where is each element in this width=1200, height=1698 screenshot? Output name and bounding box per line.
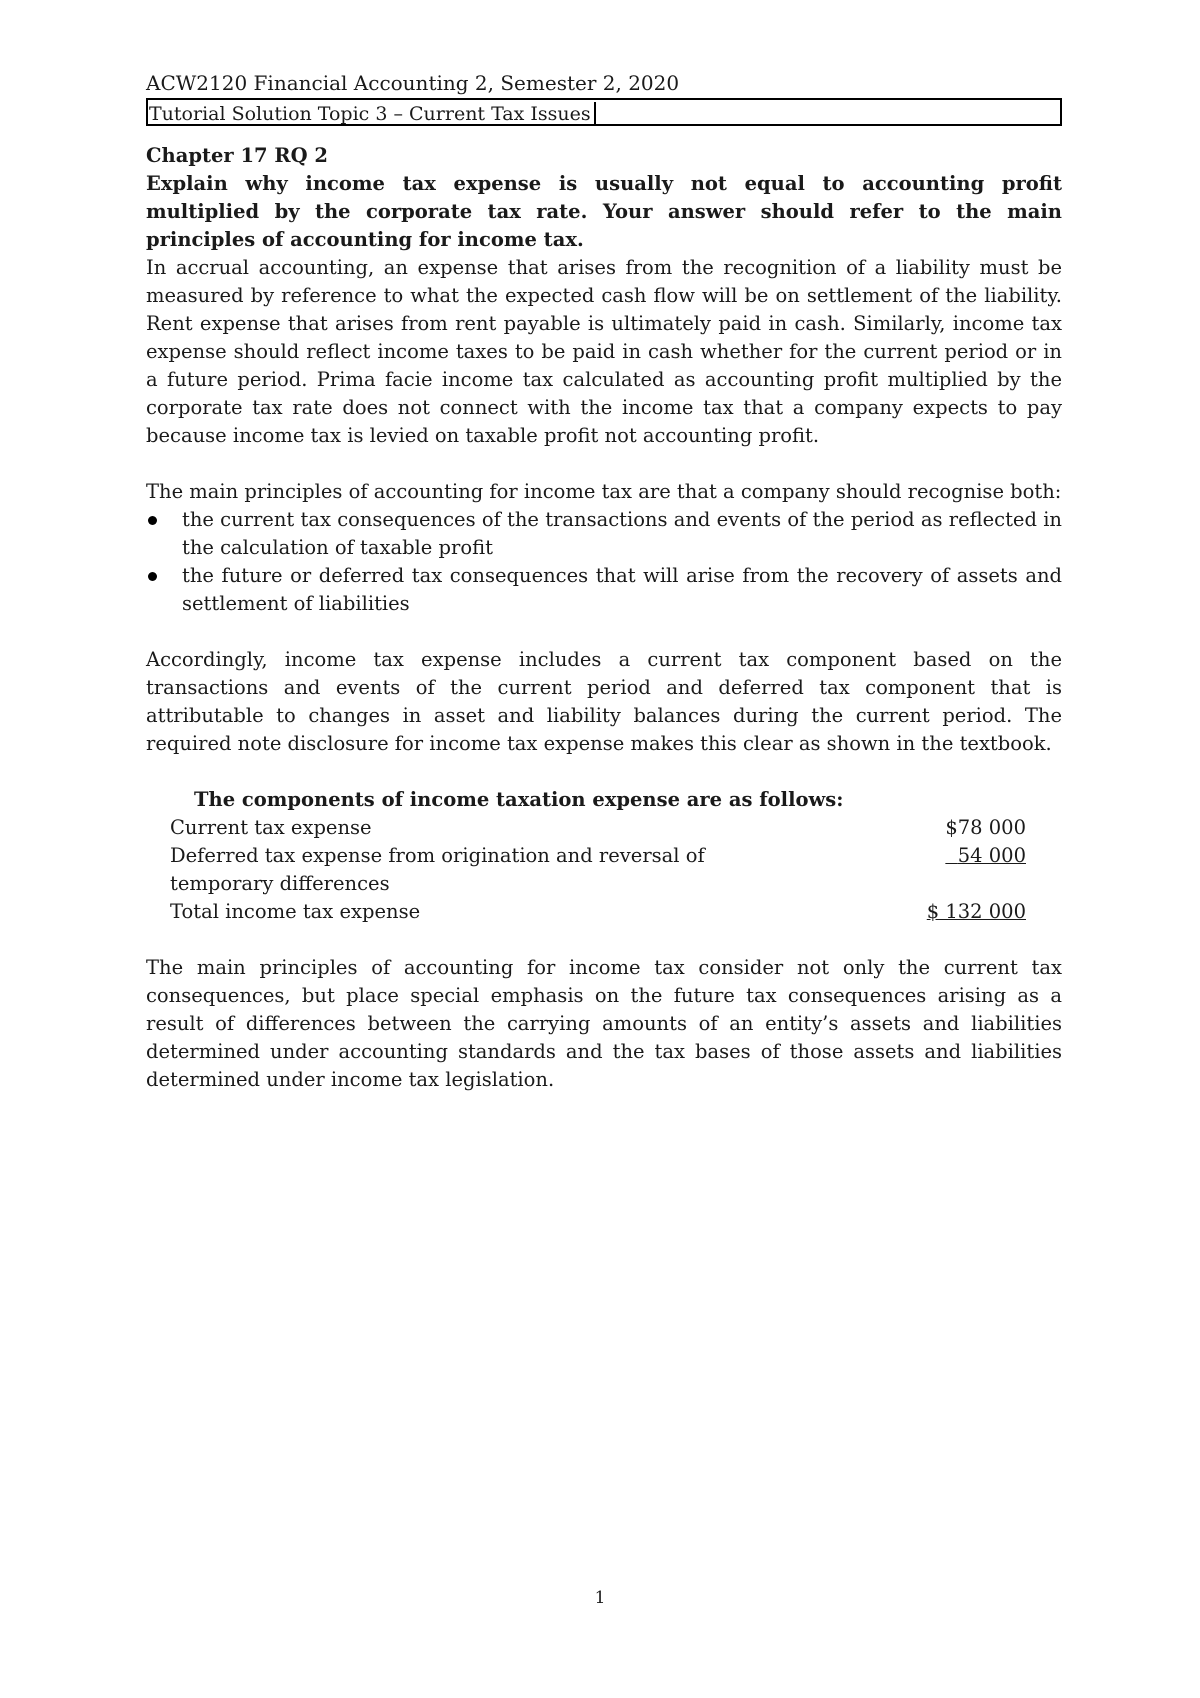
tutorial-title: Tutorial Solution Topic 3 – Current Tax Issues — [148, 102, 596, 126]
total-amount: $ 132 000 — [926, 900, 1026, 923]
bullet-icon — [148, 572, 157, 581]
document-page — [146, 70, 1062, 1094]
row-label: Current tax expense — [170, 816, 372, 839]
spacer — [146, 758, 1062, 786]
answer-paragraph-1: In accrual accounting, an expense that arises from the recognition of a liability must be measured by reference to what the expected cash flow will be on settlement of the liability. Rent expense that arises from rent payable is ultimately paid in cash. Similarly, income tax expense should reflect income taxes to be paid in cash whether for the current period or in a future period. Prima facie income tax calculated as accounting profit multiplied by the corporate tax rate does not connect with the income tax that a company expects to pay because income tax is levied on taxable profit not accounting profit. — [146, 256, 1062, 447]
answer-paragraph-3: Accordingly, income tax expense includes a current tax component based on the transactions and events of the current period and deferred tax component that is attributable to changes in asset and liability balances during the current period. The required note disclosure for income tax expense makes this clear as shown in the textbook. — [146, 648, 1062, 755]
page-number: 1 — [594, 1588, 606, 1608]
row-amount: $78 000 — [945, 816, 1026, 839]
row-amount — [810, 842, 1026, 898]
chapter-heading: Chapter 17 RQ 2 — [146, 144, 328, 167]
table-row — [170, 814, 1026, 842]
spacer — [146, 618, 1062, 646]
bullet-icon — [148, 516, 157, 525]
list-item — [146, 562, 1062, 618]
table-heading: The components of income taxation expense are as follows: — [194, 788, 844, 811]
table-row — [170, 842, 1026, 898]
spacer — [146, 450, 1062, 478]
tax-components-table — [170, 814, 1026, 926]
answer-paragraph-2: The main principles of accounting for income tax are that a company should recognise both: — [146, 480, 1062, 503]
question-text: Explain why income tax expense is usually not equal to accounting profit multiplied by the corporate tax rate. Your answer should refer to the main principles of accounting for income tax. — [146, 172, 1062, 251]
underlined-amount — [945, 844, 1026, 867]
title-box — [146, 98, 1062, 126]
list-item-text: the future or deferred tax consequences that will arise from the recovery of assets and settlement of liabilities — [182, 564, 1062, 615]
spacer — [146, 926, 1062, 954]
table-row — [170, 898, 1026, 926]
list-item — [146, 506, 1062, 562]
course-header: ACW2120 Financial Accounting 2, Semester 2, 2020 — [146, 71, 680, 95]
row-label: Deferred tax expense from origination and reversal of temporary differences — [170, 844, 705, 895]
list-item-text: the current tax consequences of the transactions and events of the period as reflected in the calculation of taxable profit — [182, 508, 1062, 559]
amount-value: 54 000 — [957, 844, 1026, 867]
row-amount — [810, 898, 1026, 926]
row-label: Total income tax expense — [170, 900, 421, 923]
principles-list — [146, 506, 1062, 618]
answer-paragraph-4: The main principles of accounting for income tax consider not only the current tax consequences, but place special emphasis on the future tax consequences arising as a result of differences between the carrying amounts of an entity’s assets and liabilities determined under accounting standards and the tax bases of those assets and liabilities determined under income tax legislation. — [146, 956, 1062, 1091]
